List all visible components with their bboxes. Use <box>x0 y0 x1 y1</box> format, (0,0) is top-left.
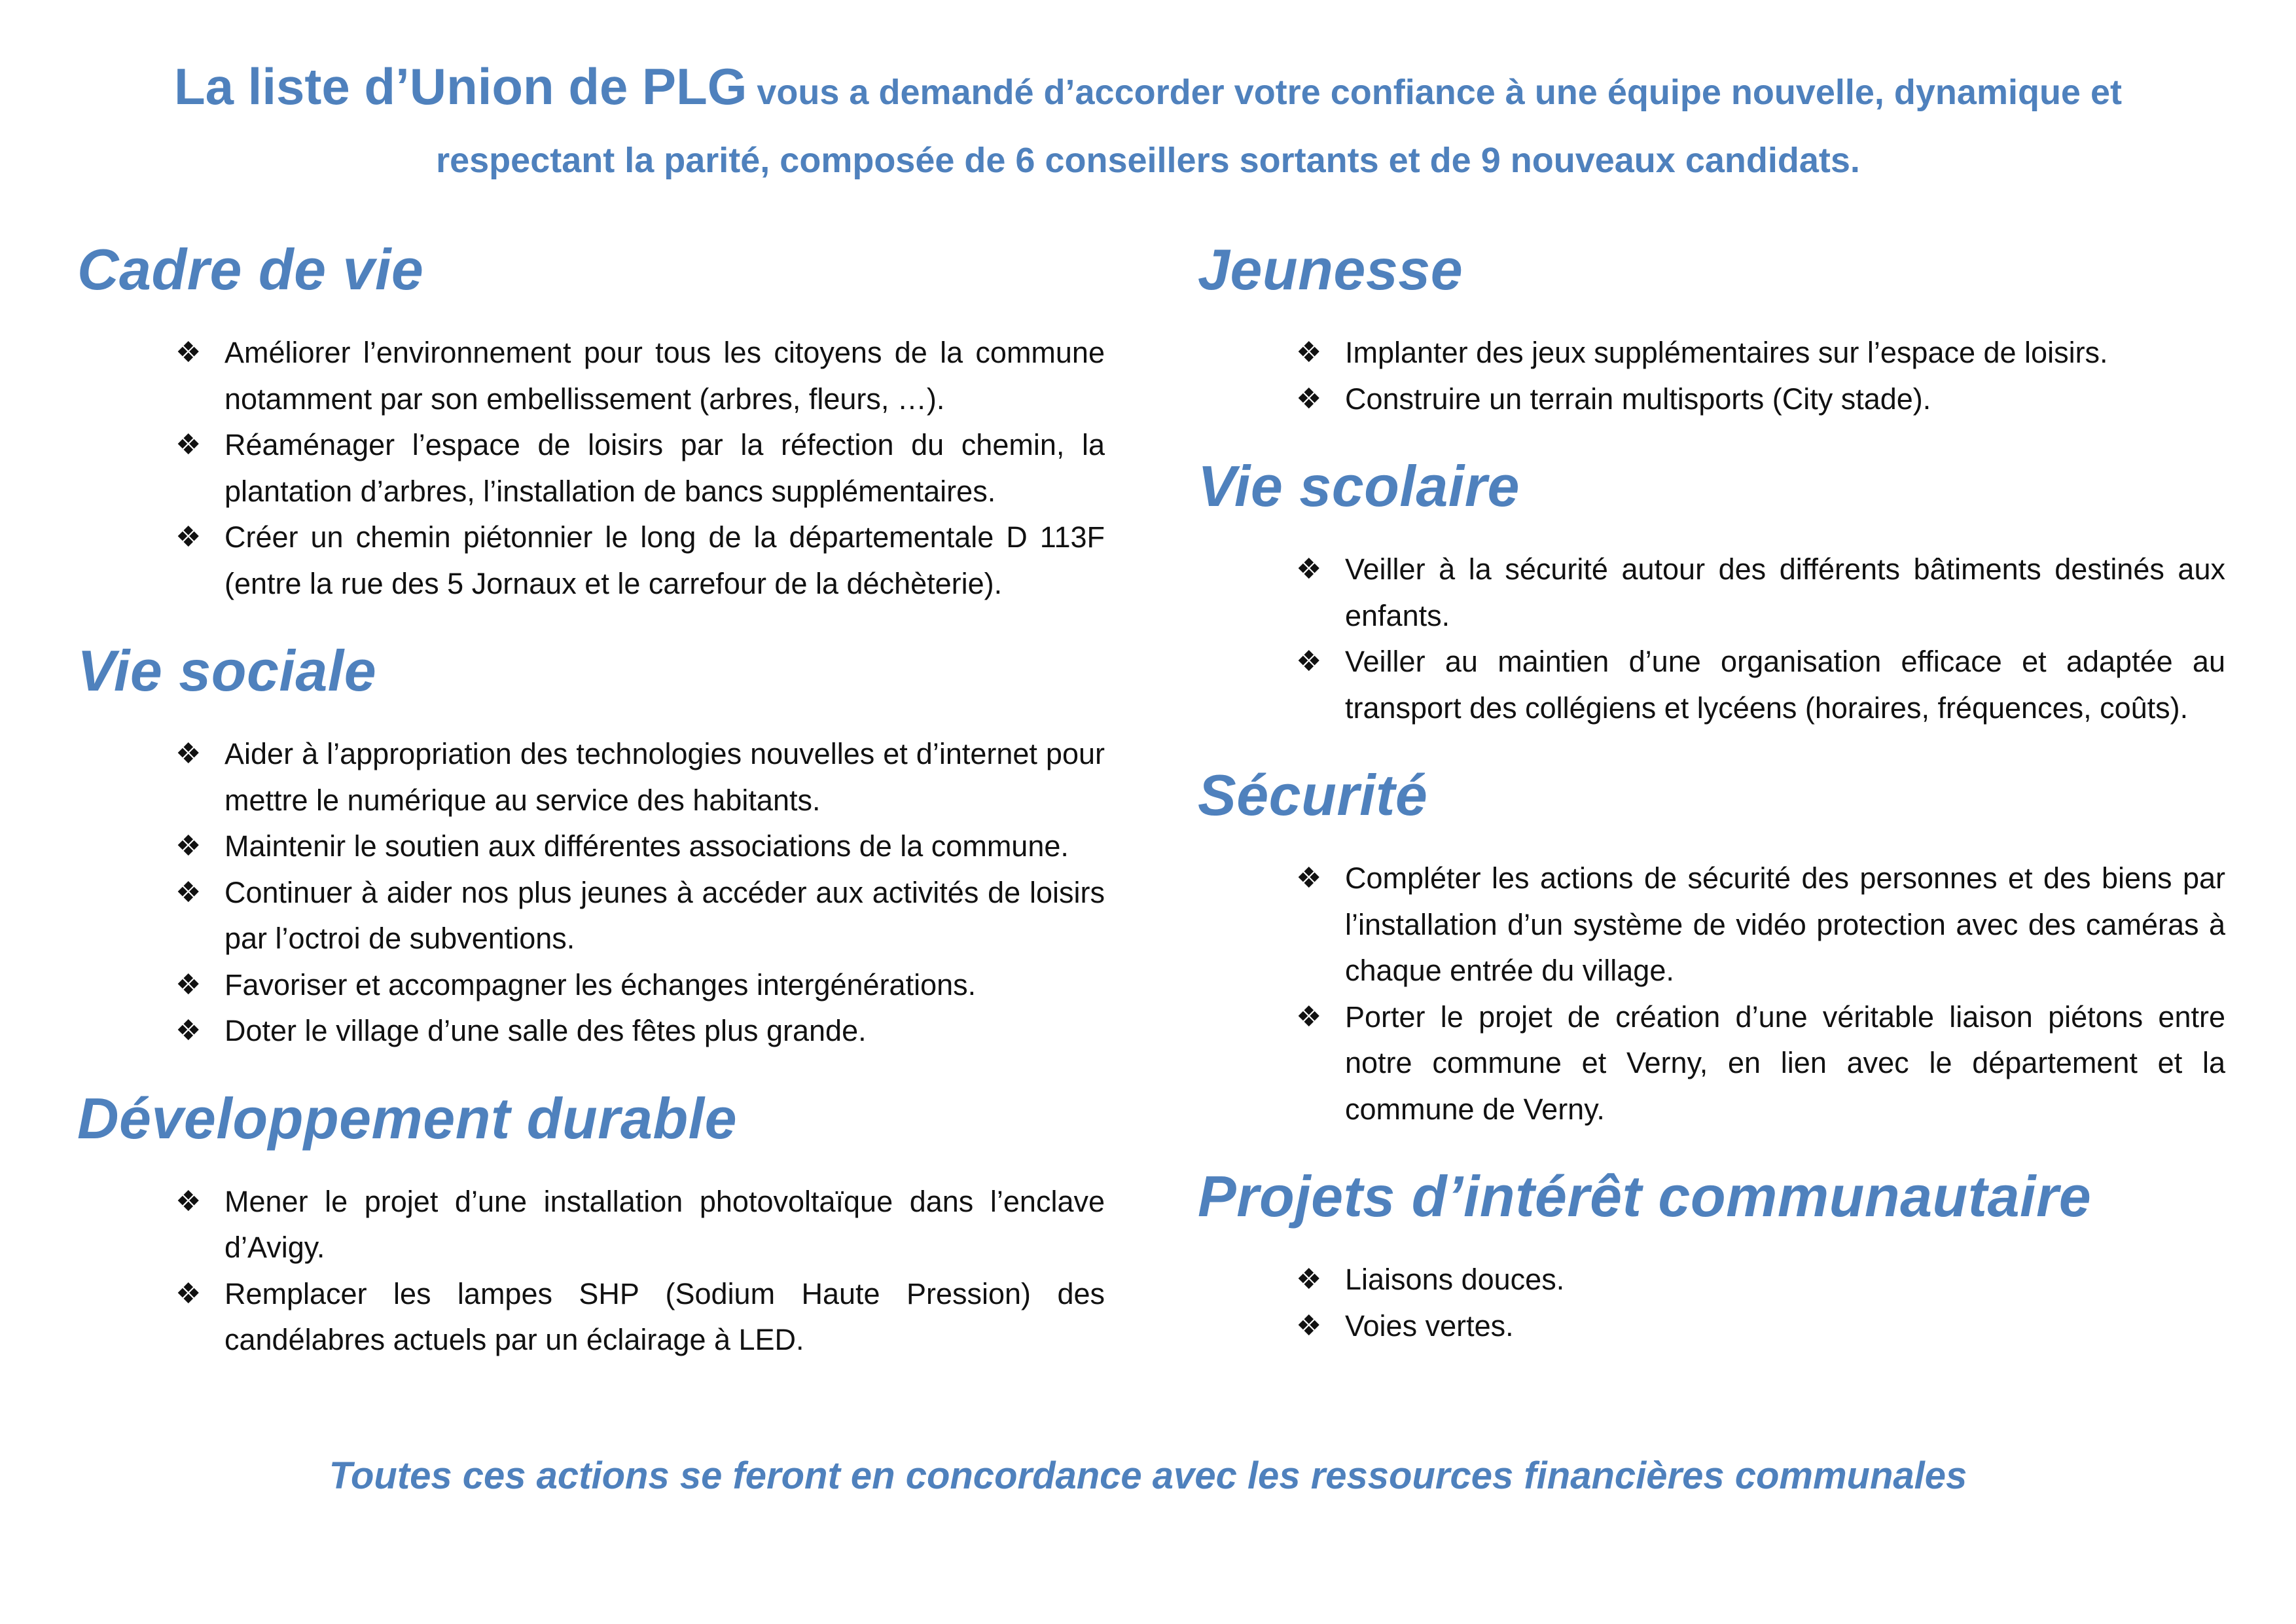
diamond-bullet-icon: ❖ <box>1296 382 1322 415</box>
section-title: Cadre de vie <box>77 237 424 302</box>
diamond-bullet-icon: ❖ <box>175 1277 202 1310</box>
bullet-text: Veiller au maintien d’une organisation efficace et adaptée au transport des collégiens et lycéens (horaires, fréquences, coûts). <box>1345 645 2225 725</box>
bullet-item <box>175 823 1105 870</box>
bullet-list <box>77 731 1105 1055</box>
section-projets-interet-communautaire <box>1198 1157 2225 1349</box>
intro-rest: vous a demandé d’accorder votre confiance à une équipe nouvelle, dynamique et respectant la parité, composée de 6 conseillers sortants et de 9 nouveaux candidats <box>436 73 2122 180</box>
bullet-item <box>1296 856 2225 994</box>
bullet-item <box>1296 1303 2225 1350</box>
bullet-item <box>1296 994 2225 1133</box>
bullet-item <box>175 1179 1105 1271</box>
bullet-text: Remplacer les lampes SHP (Sodium Haute Pression) des candélabres actuels par un éclairage à LED. <box>224 1276 1105 1356</box>
diamond-bullet-icon: ❖ <box>175 876 202 909</box>
left-column <box>77 230 1105 1388</box>
bullet-item <box>175 330 1105 422</box>
bullet-text: Maintenir le soutien aux différentes associations de la commune. <box>224 829 1069 863</box>
footer-statement: Toutes ces actions se feront en concordance avec les ressources financières communales <box>329 1454 1967 1497</box>
intro-statement <box>92 52 2204 194</box>
bullet-list <box>1198 1257 2225 1349</box>
diamond-bullet-icon: ❖ <box>175 336 202 369</box>
bullet-text: Créer un chemin piétonnier le long de la départementale D 113F (entre la rue des 5 Jornaux et le carrefour de la déchèterie). <box>224 520 1105 600</box>
section-developpement-durable <box>77 1079 1105 1363</box>
bullet-item <box>175 1008 1105 1055</box>
bullet-text: Implanter des jeux supplémentaires sur l’espace de loisirs. <box>1345 336 2108 369</box>
diamond-bullet-icon: ❖ <box>175 968 202 1001</box>
right-column <box>1198 230 2225 1374</box>
section-title: Jeunesse <box>1198 237 1463 302</box>
section-securite <box>1198 756 2225 1132</box>
intro-end: . <box>1850 141 1860 180</box>
diamond-bullet-icon: ❖ <box>1296 645 1322 677</box>
bullet-text: Favoriser et accompagner les échanges intergénérations. <box>224 967 977 1001</box>
bullet-list <box>1198 856 2225 1132</box>
section-vie-sociale <box>77 632 1105 1055</box>
section-cadre-de-vie <box>77 230 1105 607</box>
bullet-text: Veiller à la sécurité autour des différents bâtiments destinés aux enfants. <box>1345 552 2225 632</box>
diamond-bullet-icon: ❖ <box>1296 336 1322 369</box>
bullet-text: Mener le projet d’une installation photovoltaïque dans l’enclave d’Avigy. <box>224 1184 1105 1264</box>
bullet-text: Porter le projet de création d’une véritable liaison piétons entre notre commune et Verny, en lien avec le département et la commune de Verny. <box>1345 1000 2225 1126</box>
section-title: Vie sociale <box>77 638 377 703</box>
bullet-text: Aider à l’appropriation des technologies nouvelles et d’internet pour mettre le numérique au service des habitants. <box>224 737 1105 817</box>
diamond-bullet-icon: ❖ <box>175 830 202 862</box>
diamond-bullet-icon: ❖ <box>1296 553 1322 585</box>
bullet-item <box>1296 547 2225 639</box>
section-title: Projets d’intérêt communautaire <box>1198 1164 2092 1229</box>
diamond-bullet-icon: ❖ <box>175 1185 202 1218</box>
bullet-text: Améliorer l’environnement pour tous les citoyens de la commune notamment par son embellissement (arbres, fleurs, …). <box>224 336 1105 416</box>
bullet-list <box>77 330 1105 607</box>
bullet-item <box>1296 330 2225 376</box>
bullet-text: Construire un terrain multisports (City stade). <box>1345 382 1931 416</box>
section-jeunesse <box>1198 230 2225 422</box>
bullet-text: Voies vertes. <box>1345 1308 1514 1343</box>
diamond-bullet-icon: ❖ <box>1296 1263 1322 1295</box>
bullet-text: Doter le village d’une salle des fêtes plus grande. <box>224 1014 867 1047</box>
bullet-list <box>77 1179 1105 1363</box>
diamond-bullet-icon: ❖ <box>175 738 202 770</box>
bullet-text: Réaménager l’espace de loisirs par la réfection du chemin, la plantation d’arbres, l’installation de bancs supplémentaires. <box>224 428 1105 508</box>
bullet-list <box>1198 330 2225 422</box>
bullet-item <box>1296 639 2225 731</box>
bullet-item <box>175 962 1105 1009</box>
section-title: Vie scolaire <box>1198 454 1520 518</box>
bullet-text: Liaisons douces. <box>1345 1263 1565 1296</box>
intro-lead: La liste d’Union de PLG <box>173 58 747 115</box>
bullet-item <box>175 422 1105 514</box>
bullet-item <box>1296 1257 2225 1303</box>
section-title: Sécurité <box>1198 763 1428 827</box>
section-vie-scolaire <box>1198 447 2225 731</box>
bullet-text: Continuer à aider nos plus jeunes à accéder aux activités de loisirs par l’octroi de subventions. <box>224 875 1105 955</box>
diamond-bullet-icon: ❖ <box>175 1015 202 1047</box>
bullet-item <box>175 870 1105 962</box>
section-title: Développement durable <box>77 1085 738 1151</box>
bullet-item <box>1296 376 2225 423</box>
diamond-bullet-icon: ❖ <box>1296 862 1322 894</box>
diamond-bullet-icon: ❖ <box>175 521 202 553</box>
bullet-item <box>175 514 1105 607</box>
bullet-item <box>175 1271 1105 1363</box>
bullet-text: Compléter les actions de sécurité des personnes et des biens par l’installation d’un système de vidéo protection avec des caméras à chaque entrée du village. <box>1345 861 2225 987</box>
diamond-bullet-icon: ❖ <box>175 429 202 461</box>
diamond-bullet-icon: ❖ <box>1296 1309 1322 1342</box>
bullet-list <box>1198 547 2225 731</box>
bullet-item <box>175 731 1105 823</box>
diamond-bullet-icon: ❖ <box>1296 1000 1322 1033</box>
